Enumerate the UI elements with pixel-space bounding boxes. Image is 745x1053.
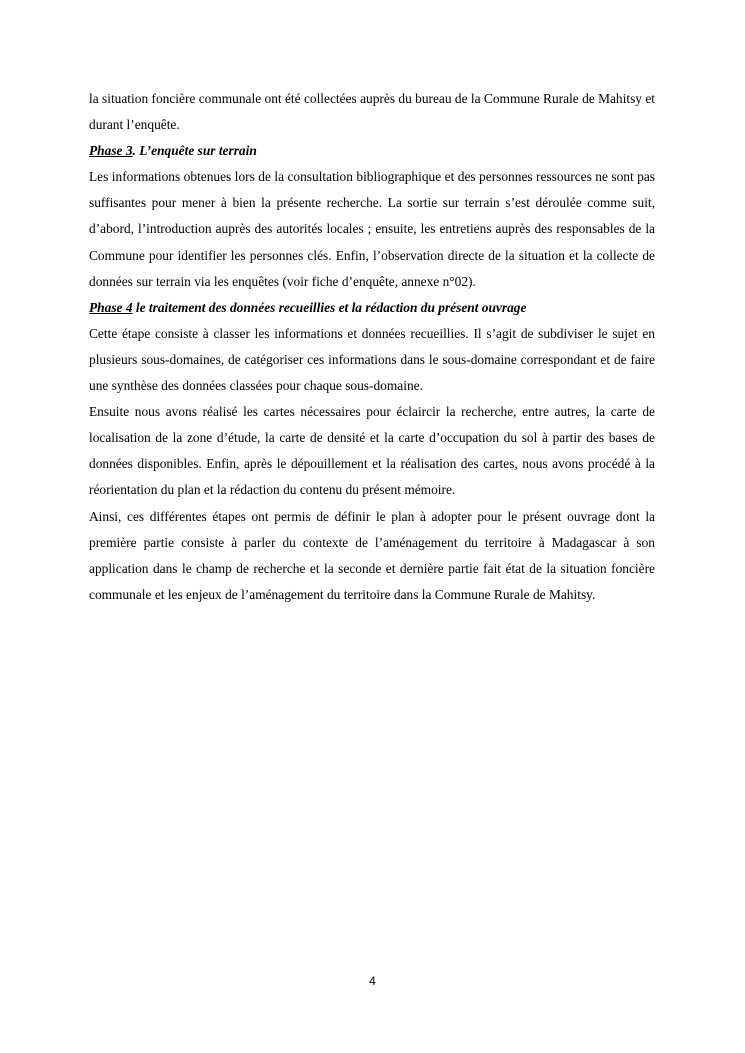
phase-4-paragraph-3: Ainsi, ces différentes étapes ont permis de définir le plan à adopter pour le présent ouvrage dont la première partie consiste à parler du contexte de l’aménagement du territoire à Madagascar à son application dans le champ de recherche et la seconde et dernière partie fait état de la situation foncière communale et les enjeux de l’aménagement du territoire dans la Commune Rurale de Mahitsy. [89, 508, 655, 602]
phase-3-heading [89, 138, 655, 164]
phase-3-paragraph: Les informations obtenues lors de la consultation bibliographique et des personnes ressources ne sont pas suffisantes pour mener à bien la présente recherche. La sortie sur terrain s’est déroulée comme suit, d’abord, l’introduction auprès des autorités locales ; ensuite, les entretiens auprès des responsables de la Commune pour identifier les personnes clés. Enfin, l’observation directe de la situation et la collecte de données sur terrain via les enquêtes (voir fiche d’enquête, annexe n°02). [89, 169, 655, 289]
phase-3-label: Phase 3 [89, 143, 133, 159]
document-body [89, 86, 655, 608]
phase-4-paragraph-1: Cette étape consiste à classer les informations et données recueillies. Il s’agit de subdiviser le sujet en plusieurs sous-domaines, de catégoriser ces informations dans le sous-domaine correspondant et de faire une synthèse des données classées pour chaque sous-domaine. [89, 325, 655, 394]
phase-3-title: . L’enquête sur terrain [132, 143, 257, 159]
phase-4-title: le traitement des données recueillies et la rédaction du présent ouvrage [132, 299, 527, 315]
phase-4-heading [89, 295, 655, 321]
phase-4-paragraph-2: Ensuite nous avons réalisé les cartes nécessaires pour éclaircir la recherche, entre autres, la carte de localisation de la zone d’étude, la carte de densité et la carte d’occupation du sol à partir des bases de données disponibles. Enfin, après le dépouillement et la réalisation des cartes, nous avons procédé à la réorientation du plan et la rédaction du contenu du présent mémoire. [89, 404, 655, 498]
paragraph-intro: la situation foncière communale ont été collectées auprès du bureau de la Commune Rurale de Mahitsy et durant l’enquête. [89, 91, 655, 133]
phase-4-label: Phase 4 [89, 299, 133, 315]
page-number: 4 [369, 974, 376, 988]
